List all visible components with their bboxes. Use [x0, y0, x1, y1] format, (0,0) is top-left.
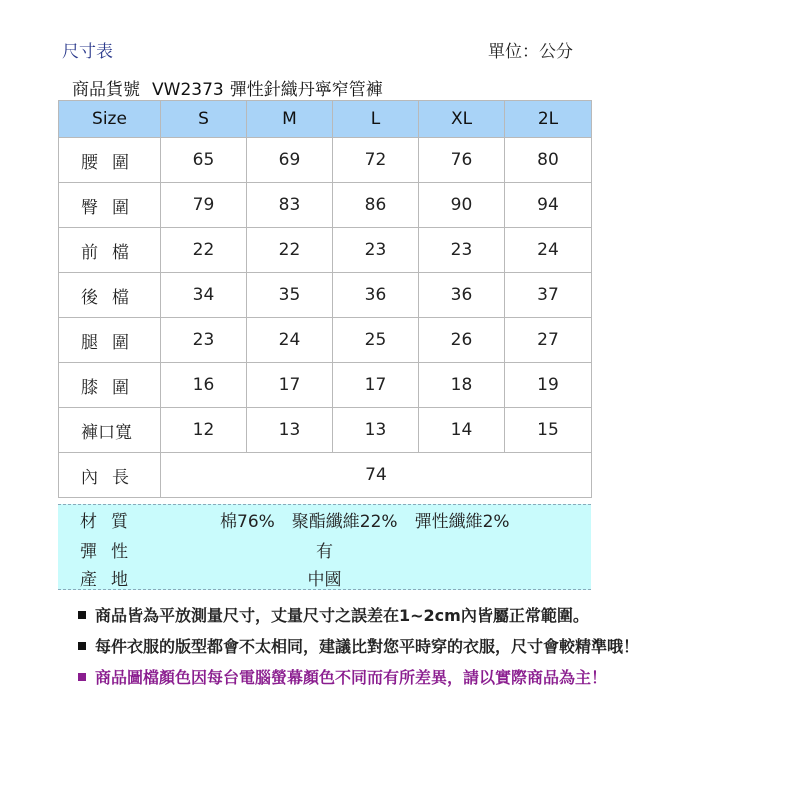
- row-label: 前檔: [59, 228, 161, 273]
- row-label: 後檔: [59, 273, 161, 318]
- elastic-label: 彈性: [80, 542, 142, 562]
- table-row: [59, 408, 592, 453]
- table-cell: 22: [247, 228, 333, 273]
- table-cell: 12: [161, 408, 247, 453]
- table-cell: 13: [247, 408, 333, 453]
- square-bullet-icon: [78, 611, 86, 619]
- note-item: [78, 662, 639, 693]
- column-header: 2L: [505, 101, 592, 138]
- row-label: 褲口寬: [59, 408, 161, 453]
- table-cell: 19: [505, 363, 592, 408]
- table-cell: 27: [505, 318, 592, 363]
- product-code-label: 商品貨號: [72, 80, 140, 100]
- inseam-row: [59, 453, 592, 498]
- table-cell: 23: [419, 228, 505, 273]
- size-chart-title: 尺寸表: [62, 42, 113, 62]
- table-cell: 86: [333, 183, 419, 228]
- table-cell: 34: [161, 273, 247, 318]
- row-label: 膝圍: [59, 363, 161, 408]
- notes-list: [78, 600, 639, 693]
- row-label: 臀圍: [59, 183, 161, 228]
- table-cell: 90: [419, 183, 505, 228]
- table-cell: 65: [161, 138, 247, 183]
- note-item: [78, 631, 639, 662]
- table-cell: 18: [419, 363, 505, 408]
- square-bullet-icon: [78, 673, 86, 681]
- table-cell: 13: [333, 408, 419, 453]
- square-bullet-icon: [78, 642, 86, 650]
- table-cell: 14: [419, 408, 505, 453]
- size-table: [58, 100, 592, 498]
- column-header: L: [333, 101, 419, 138]
- fabric-value: 棉76% 聚酯纖維22% 彈性纖維2%: [220, 512, 510, 532]
- table-cell: 24: [505, 228, 592, 273]
- column-header: S: [161, 101, 247, 138]
- table-cell: 24: [247, 318, 333, 363]
- fabric-row: [58, 507, 591, 535]
- size-header-row: [59, 101, 592, 138]
- fabric-label: 材質: [80, 512, 142, 532]
- table-cell: 17: [247, 363, 333, 408]
- row-label: 內長: [59, 453, 161, 498]
- table-cell: 35: [247, 273, 333, 318]
- table-cell: 16: [161, 363, 247, 408]
- table-cell: 37: [505, 273, 592, 318]
- table-cell: 80: [505, 138, 592, 183]
- table-cell: 69: [247, 138, 333, 183]
- origin-value: 中國: [307, 570, 342, 590]
- table-cell: 23: [161, 318, 247, 363]
- table-cell: 22: [161, 228, 247, 273]
- column-header: Size: [59, 101, 161, 138]
- column-header: M: [247, 101, 333, 138]
- note-text: 每件衣服的版型都會不太相同，建議比對您平時穿的衣服，尺寸會較精準哦！: [95, 637, 640, 656]
- column-header: XL: [419, 101, 505, 138]
- table-cell: 26: [419, 318, 505, 363]
- table-row: [59, 138, 592, 183]
- row-label: 腿圍: [59, 318, 161, 363]
- table-cell: 79: [161, 183, 247, 228]
- table-cell: 83: [247, 183, 333, 228]
- table-cell: 23: [333, 228, 419, 273]
- table-cell: 36: [333, 273, 419, 318]
- table-cell: 72: [333, 138, 419, 183]
- note-item: [78, 600, 639, 631]
- table-row: [59, 363, 592, 408]
- table-row: [59, 228, 592, 273]
- table-cell: 76: [419, 138, 505, 183]
- table-cell: 94: [505, 183, 592, 228]
- origin-label: 產地: [80, 570, 142, 590]
- unit-label: 單位：公分: [488, 42, 573, 62]
- product-info: [72, 75, 383, 100]
- inseam-value: 74: [161, 453, 592, 498]
- table-cell: 17: [333, 363, 419, 408]
- row-label: 腰圍: [59, 138, 161, 183]
- origin-row: [58, 565, 591, 593]
- product-name: 彈性針織丹寧窄管褲: [229, 80, 383, 100]
- table-row: [59, 183, 592, 228]
- table-cell: 25: [333, 318, 419, 363]
- elastic-value: 有: [316, 542, 333, 562]
- product-code: VW2373: [152, 80, 224, 100]
- table-row: [59, 318, 592, 363]
- elastic-row: [58, 537, 591, 565]
- material-panel: [58, 504, 591, 590]
- table-cell: 15: [505, 408, 592, 453]
- note-text: 商品皆為平放測量尺寸，丈量尺寸之誤差在1~2cm內皆屬正常範圍。: [95, 606, 589, 625]
- note-text: 商品圖檔顏色因每台電腦螢幕顏色不同而有所差異，請以實際商品為主！: [95, 668, 608, 687]
- table-row: [59, 273, 592, 318]
- table-cell: 36: [419, 273, 505, 318]
